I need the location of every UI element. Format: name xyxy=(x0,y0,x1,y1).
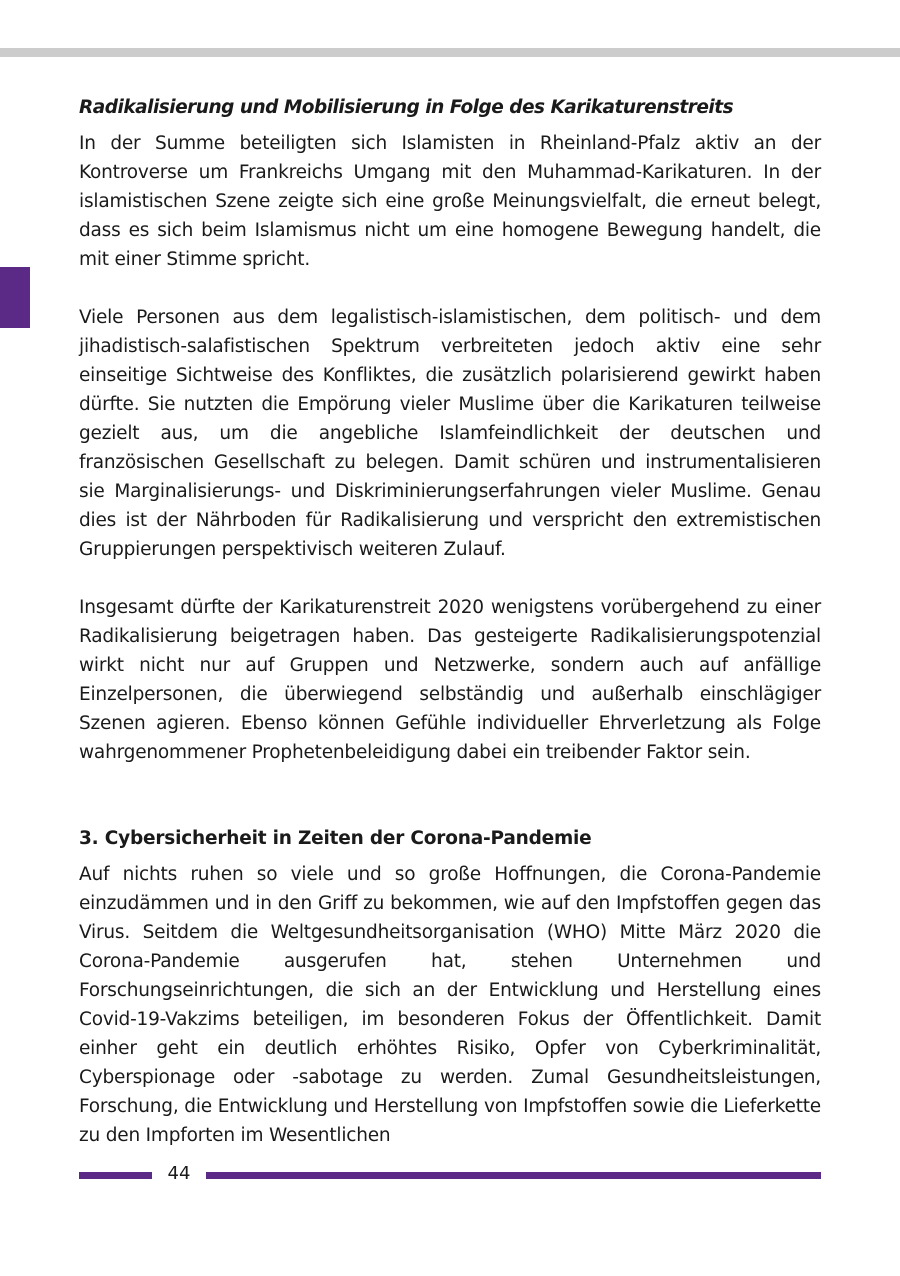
section-paragraph: Auf nichts ruhen so viele und so große Hoffnungen, die Corona-Pandemie einzudämmen und in den Griff zu bekommen, wie auf den Impfstoffen gegen das Virus. Seitdem die Weltgesundheitsorganisation (WHO) Mitte März 2020 die Corona-Pandemie ausgerufen hat, stehen Unternehmen und Forschungseinrichtungen, die sich an der Entwicklung und Herstellung eines Covid-19-Vakzims beteiligen, im besonderen Fokus der Öffentlichkeit. Damit einher geht ein deutlich erhöhtes Risiko, Opfer von Cyberkriminalität, Cyberspionage oder -sabotage zu werden. Zumal Gesundheitsleistungen, Forschung, die Entwicklung und Herstellung von Impfstoffen sowie die Lieferkette zu den Impforten im Wesentlichen xyxy=(79,864,821,1146)
subheading: Radikalisierung und Mobilisierung in Folge des Karikaturenstreits xyxy=(79,97,734,118)
page-number: 44 xyxy=(167,1163,191,1184)
paragraph-2: Viele Personen aus dem legalistisch-islamistischen, dem politisch- und dem jihadistisch-salafistischen Spektrum verbreiteten jedoch aktiv eine sehr einseitige Sichtweise des Konfliktes, die zusätzlich polarisierend gewirkt haben dürfte. Sie nutzten die Empörung vieler Muslime über die Karikaturen teilweise gezielt aus, um die angebliche Islamfeindlichkeit der deutschen und französischen Gesellschaft zu belegen. Damit schüren und instrumentalisieren sie Marginalisierungs- und Diskriminierungserfahrungen vieler Muslime. Genau dies ist der Nährboden für Radikalisierung und verspricht den extremistischen Gruppierungen perspektivisch weiteren Zulauf. xyxy=(79,307,821,560)
page-body xyxy=(79,94,821,1179)
chapter-marker-tab xyxy=(0,267,30,328)
header-rule xyxy=(0,48,900,57)
paragraph-1: In der Summe beteiligten sich Islamisten in Rheinland-Pfalz aktiv an der Kontroverse um Frankreichs Umgang mit den Muhammad-Karikaturen. In der islamistischen Szene zeigte sich eine große Meinungsvielfalt, die erneut belegt, dass es sich beim Islamismus nicht um eine homogene Bewegung handelt, die mit einer Stimme spricht. xyxy=(79,133,821,270)
section-heading: 3. Cybersicherheit in Zeiten der Corona-Pandemie xyxy=(79,828,592,849)
paragraph-3: Insgesamt dürfte der Karikaturenstreit 2020 wenigstens vorübergehend zu einer Radikalisierung beigetragen haben. Das gesteigerte Radikalisierungspotenzial wirkt nicht nur auf Gruppen und Netzwerke, sondern auch auf anfällige Einzelpersonen, die überwiegend selbständig und außerhalb einschlägiger Szenen agieren. Ebenso können Gefühle individueller Ehrverletzung als Folge wahrgenommener Prophetenbeleidigung dabei ein treibender Faktor sein. xyxy=(79,597,821,763)
page-footer xyxy=(79,1162,821,1186)
footer-bar-right xyxy=(206,1172,821,1179)
footer-bar-left xyxy=(79,1172,152,1179)
